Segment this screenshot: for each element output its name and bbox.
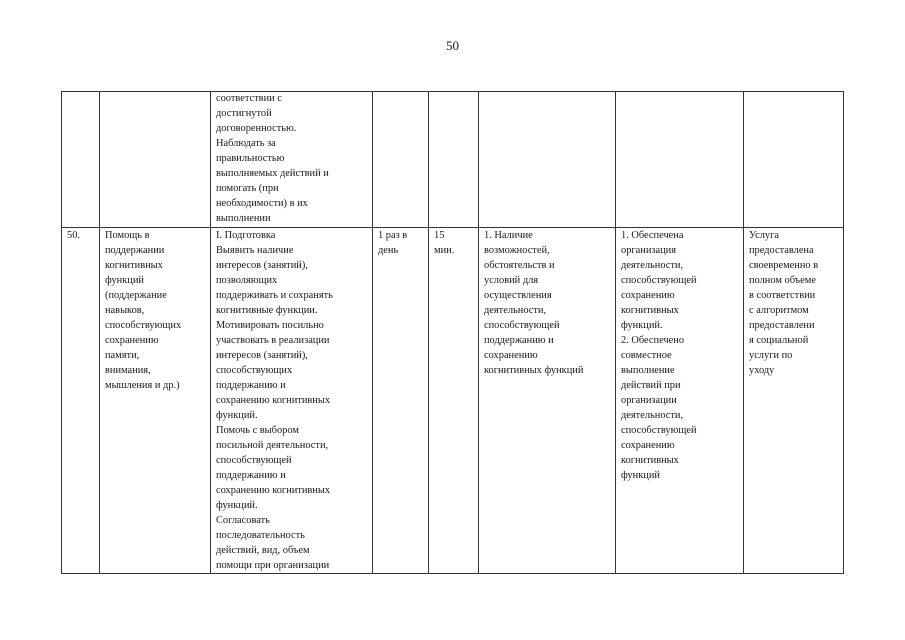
text-line: I. Подготовка	[216, 230, 276, 241]
text-line: возможностей,	[484, 245, 550, 256]
text-line: интересов (занятий),	[216, 260, 308, 271]
text-line: правильностью	[216, 153, 285, 164]
text-line: сохранению	[621, 440, 675, 451]
text-line: совместное	[621, 350, 672, 361]
text-line: когнитивных	[105, 260, 163, 271]
text-line: полном объеме	[749, 275, 816, 286]
cell-frequency	[373, 228, 429, 574]
text-line: когнитивных функций	[484, 365, 584, 376]
text-line: сохранению	[621, 290, 675, 301]
frequency-text	[378, 228, 425, 258]
text-line: сохранению когнитивных	[216, 395, 331, 406]
text-line: обстоятельств и	[484, 260, 555, 271]
text-line: функций.	[216, 500, 258, 511]
text-line: 2. Обеспечено	[621, 335, 685, 346]
text-line: соответствии с	[216, 93, 282, 104]
text-line: когнитивные функции.	[216, 305, 318, 316]
actions-text	[216, 228, 369, 573]
service-standards-table	[61, 91, 844, 574]
text-line: 1 раз в	[378, 230, 408, 241]
text-line: помощи при организации	[216, 560, 330, 571]
cell-frequency	[373, 92, 429, 228]
text-line: Согласовать	[216, 515, 270, 526]
cell-number	[62, 228, 100, 574]
text-line: осуществления	[484, 290, 552, 301]
text-line: последовательность	[216, 530, 305, 541]
text-line: способствующей	[216, 455, 292, 466]
cell-duration	[429, 228, 479, 574]
text-line: памяти,	[105, 350, 140, 361]
text-line: мин.	[434, 245, 455, 256]
text-line: Услуга	[749, 230, 779, 241]
text-line: Помощь в	[105, 230, 150, 241]
text-line: функций.	[621, 320, 663, 331]
text-line: посильной деятельности,	[216, 440, 329, 451]
text-line: сохранению	[105, 335, 159, 346]
text-line: поддержанию и	[216, 470, 286, 481]
text-line: способствующей	[621, 275, 697, 286]
text-line: в соответствии	[749, 290, 816, 301]
evaluation-text	[749, 228, 840, 378]
cell-conditions	[479, 228, 616, 574]
text-line: с алгоритмом	[749, 305, 809, 316]
table-row-service-50	[62, 228, 844, 574]
text-line: Помочь с выбором	[216, 425, 299, 436]
text-line: участвовать в реализации	[216, 335, 330, 346]
cell-evaluation	[744, 92, 844, 228]
actions-text	[216, 92, 369, 227]
text-line: необходимости) в их	[216, 198, 308, 209]
duration-text	[434, 228, 475, 258]
text-line: когнитивных	[621, 455, 679, 466]
text-line: интересов (занятий),	[216, 350, 308, 361]
cell-service-name	[100, 228, 211, 574]
cell-service-name	[100, 92, 211, 228]
text-line: договоренностью.	[216, 123, 297, 134]
text-line: поддержании	[105, 245, 165, 256]
text-line: 1. Наличие	[484, 230, 533, 241]
text-line: действий, вид, объем	[216, 545, 310, 556]
text-line: своевременно в	[749, 260, 819, 271]
text-line: условий для	[484, 275, 539, 286]
text-line: поддерживать и сохранять	[216, 290, 333, 301]
text-line: деятельности,	[621, 260, 684, 271]
text-line: внимания,	[105, 365, 151, 376]
text-line: когнитивных	[621, 305, 679, 316]
text-line: Наблюдать за	[216, 138, 276, 149]
text-line: предоставлени	[749, 320, 815, 331]
conditions-text	[484, 228, 612, 378]
text-line: поддержанию и	[484, 335, 554, 346]
text-line: функций	[621, 470, 660, 481]
table-row-continuation	[62, 92, 844, 228]
text-line: достигнутой	[216, 108, 272, 119]
text-line: 15	[434, 230, 445, 241]
text-line: помогать (при	[216, 183, 279, 194]
text-line: сохранению когнитивных	[216, 485, 331, 496]
text-line: действий при	[621, 380, 681, 391]
text-line: функций	[105, 275, 144, 286]
text-line: навыков,	[105, 305, 145, 316]
text-line: мышления и др.)	[105, 380, 180, 391]
service-number: 50.	[67, 230, 80, 241]
text-line: услуги по	[749, 350, 793, 361]
text-line: деятельности,	[484, 305, 547, 316]
text-line: предоставлена	[749, 245, 814, 256]
text-line: 1. Обеспечена	[621, 230, 684, 241]
text-line: поддержанию и	[216, 380, 286, 391]
text-line: способствующих	[105, 320, 182, 331]
service-name-text	[105, 228, 207, 393]
result-text	[621, 228, 740, 483]
cell-actions	[211, 228, 373, 574]
text-line: выполняемых действий и	[216, 168, 329, 179]
text-line: сохранению	[484, 350, 538, 361]
cell-result	[616, 228, 744, 574]
cell-number	[62, 92, 100, 228]
cell-duration	[429, 92, 479, 228]
text-line: организации	[621, 395, 677, 406]
cell-evaluation	[744, 228, 844, 574]
text-line: (поддержание	[105, 290, 167, 301]
text-line: выполнение	[621, 365, 675, 376]
text-line: деятельности,	[621, 410, 684, 421]
text-line: позволяющих	[216, 275, 278, 286]
text-line: организация	[621, 245, 677, 256]
text-line: способствующей	[621, 425, 697, 436]
page-number: 50	[446, 38, 459, 53]
text-line: день	[378, 245, 399, 256]
text-line: Выявить наличие	[216, 245, 294, 256]
text-line: выполнении	[216, 213, 271, 224]
text-line: способствующих	[216, 365, 293, 376]
cell-conditions	[479, 92, 616, 228]
text-line: Мотивировать посильно	[216, 320, 324, 331]
text-line: я социальной	[749, 335, 809, 346]
cell-actions	[211, 92, 373, 228]
text-line: функций.	[216, 410, 258, 421]
text-line: способствующей	[484, 320, 560, 331]
text-line: уходу	[749, 365, 775, 376]
cell-result	[616, 92, 744, 228]
